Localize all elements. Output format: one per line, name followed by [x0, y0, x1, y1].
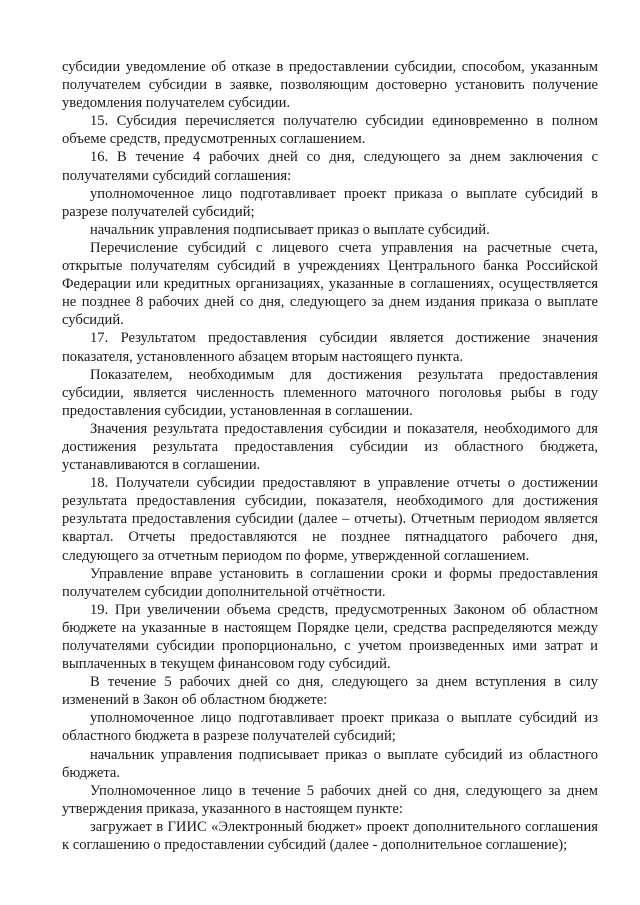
paragraph-transfer: Перечисление субсидий с лицевого счета управления на расчетные счета, открытые получателям субсидий в учреждениях Центрального банка Российской Федерации или кредитных организациях, указанные в соглашениях, осуществляется не позднее 8 рабочих дней со дня, следующего за днем издания приказа о выплате субсидий.: [62, 239, 598, 329]
paragraph-clause-18: 18. Получатели субсидии предоставляют в управление отчеты о достижении результата предоставления субсидии, показателя, необходимого для достижения результата предоставления субсидии (далее – отчеты). Отчетным периодом является квартал. Отчеты предоставляются не позднее пятнадцатого рабочего дня, следующего за отчетным периодом по форме, утвержденной соглашением.: [62, 475, 598, 564]
paragraph-notice-continued: субсидии уведомление об отказе в предоставлении субсидии, способом, указанным получателем субсидии в заявке, позволяющим достоверно установить получение уведомления получателем субсидии.: [62, 59, 598, 112]
paragraph-budget-changes-item-2: начальник управления подписывает приказ о выплате субсидий из областного бюджета.: [62, 746, 598, 781]
paragraph-authorized-person-item-1: загружает в ГИИС «Электронный бюджет» проект дополнительного соглашения к соглашению о предоставлении субсидий (далее - дополнительное соглашение);: [62, 818, 598, 854]
paragraph-clause-19: 19. При увеличении объема средств, предусмотренных Законом об областном бюджете на указанные в настоящем Порядке цели, средства распределяются между получателями субсидии пропорционально, с учетом произведенных ими затрат и выплаченных в текущем финансовом году субсидий.: [62, 601, 598, 673]
paragraph-indicator-values: Значения результата предоставления субсидии и показателя, необходимого для достижения результата предоставления субсидии из областного бюджета, устанавливаются в соглашении.: [62, 420, 598, 474]
document-page: [62, 58, 598, 854]
paragraph-budget-changes: В течение 5 рабочих дней со дня, следующего за днем вступления в силу изменений в Закон об областном бюджете:: [62, 674, 598, 709]
paragraph-authorized-person: Уполномоченное лицо в течение 5 рабочих дней со дня, следующего за днем утверждения приказа, указанного в настоящем пункте:: [62, 782, 598, 817]
paragraph-clause-16-item-2: начальник управления подписывает приказ о выплате субсидий.: [90, 221, 490, 238]
paragraph-clause-16-item-1: уполномоченное лицо подготавливает проект приказа о выплате субсидий в разрезе получателей субсидий;: [62, 185, 598, 220]
paragraph-additional-reporting: Управление вправе установить в соглашении сроки и формы предоставления получателем субсидии дополнительной отчётности.: [62, 565, 598, 600]
paragraph-clause-17: 17. Результатом предоставления субсидии является достижение значения показателя, установленного абзацем вторым настоящего пункта.: [62, 330, 598, 365]
paragraph-clause-15: 15. Субсидия перечисляется получателю субсидии единовременно в полном объеме средств, предусмотренных соглашением.: [62, 113, 598, 148]
paragraph-clause-16: 16. В течение 4 рабочих дней со дня, следующего за днем заключения с получателями субсидий соглашения:: [62, 149, 598, 184]
paragraph-budget-changes-item-1: уполномоченное лицо подготавливает проект приказа о выплате субсидий из областного бюджета в разрезе получателей субсидий;: [62, 710, 598, 745]
paragraph-indicator: Показателем, необходимым для достижения результата предоставления субсидии, является численность племенного маточного поголовья рыбы в году предоставления субсидии, установленная в соглашении.: [62, 366, 598, 419]
